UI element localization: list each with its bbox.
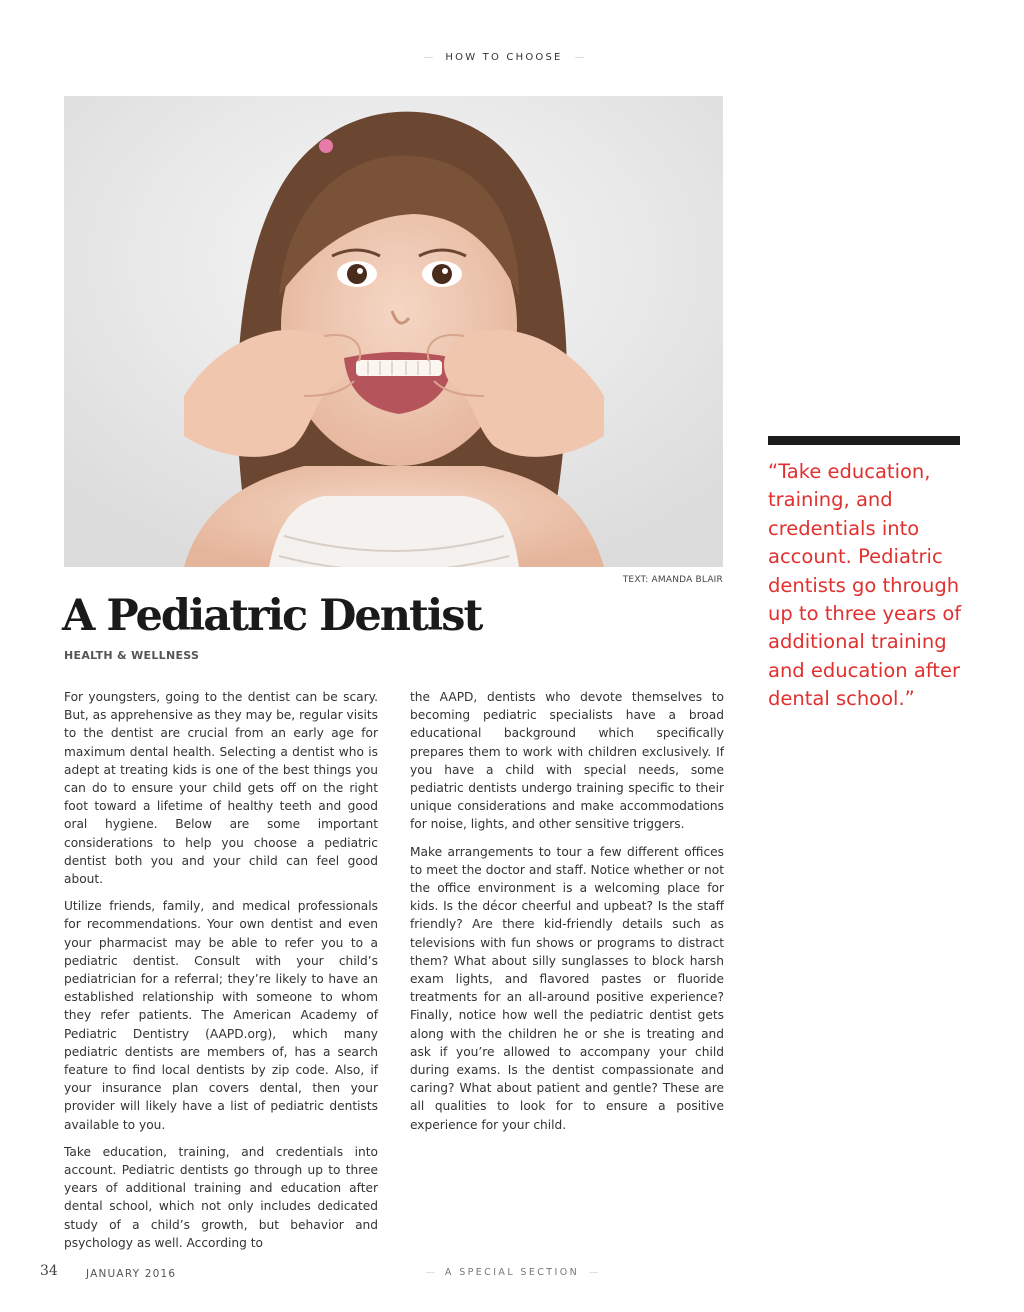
dash-left: — bbox=[425, 1267, 435, 1278]
dash-right: — bbox=[589, 1267, 599, 1278]
dash-left: — bbox=[423, 52, 434, 63]
paragraph: the AAPD, dentists who devote themselves to becoming pediatric specialists have a broad educational background which specifically prepares them to work with children exclusively. If you have a child with special needs, some pediatric dentists undergo training specific to their unique considerations and make accommodations for noise, lights, and other sensitive triggers. bbox=[410, 690, 724, 832]
paragraph: Utilize friends, family, and medical professionals for recommendations. Your own dentist and even your pharmacist may be able to refer you to a pediatric dentist. Consult with your child’s pediatrician for a referral; they’re likely to have an established relationship with someone to whom they refer patients. The American Academy of Pediatric Dentistry (AAPD.org), which many pediatric dentists are members of, has a search feature to find local dentists by zip code. Also, if your insurance plan covers dental, then your provider will likely have a list of pediatric dentists available to you. bbox=[64, 899, 378, 1132]
paragraph: Take education, training, and credentials into account. Pediatric dentists go through up to three years of additional training and education after dental school, which not only includes dedicated study of a child’s growth, but behavior and psychology as well. According to bbox=[64, 1144, 378, 1250]
article-column-left bbox=[64, 688, 378, 1261]
paragraph: For youngsters, going to the dentist can be scary. But, as apprehensive as they may be, regular visits to the dentist are crucial from an early age for maximum dental health. Selecting a dentist who is adept at treating kids is one of the best things you can do to ensure your child gets off on the right foot toward a lifetime of healthy teeth and good oral hygiene. Below are some important considerations to help you choose a pediatric dentist both you and your child can feel good about. bbox=[64, 690, 378, 887]
article-column-right bbox=[410, 688, 724, 1143]
footer-section-label bbox=[0, 1267, 1024, 1278]
photo-credit: TEXT: AMANDA BLAIR bbox=[622, 575, 723, 585]
article-category: HEALTH & WELLNESS bbox=[64, 649, 200, 662]
section-label-text: HOW TO CHOOSE bbox=[445, 52, 563, 63]
pull-quote: “Take education, training, and credentials into account. Pediatric dentists go through up to three years of additional training and education after dental school.” bbox=[768, 460, 962, 711]
issue-date: JANUARY 2016 bbox=[86, 1268, 177, 1280]
article-title: A Pediatric Dentist bbox=[62, 591, 482, 641]
section-label bbox=[0, 52, 1008, 63]
footer-section-text: A SPECIAL SECTION bbox=[444, 1267, 580, 1278]
page-number: 34 bbox=[40, 1263, 58, 1279]
photo-illustration bbox=[64, 96, 723, 567]
dash-right: — bbox=[574, 52, 585, 63]
paragraph: Make arrangements to tour a few different offices to meet the doctor and staff. Notice whether or not the office environment is a welcoming place for kids. Is the décor cheerful and upbeat? Is the staff friendly? Are there kid-friendly details such as televisions with fun shows or programs to distract them? What about silly sunglasses to block harsh exam lights, and flavored pastes or fluoride treatments for an all-around positive experience? Finally, notice how well the pediatric dentist gets along with the children he or she is treating and ask if you’re allowed to accompany your child during exams. Is the dentist compassionate and caring? What about patient and gentle? These are all qualities to look for to ensure a positive experience for your child. bbox=[410, 844, 724, 1132]
pull-quote-bar bbox=[768, 436, 960, 445]
hero-photo-girl-showing-teeth bbox=[64, 96, 723, 567]
